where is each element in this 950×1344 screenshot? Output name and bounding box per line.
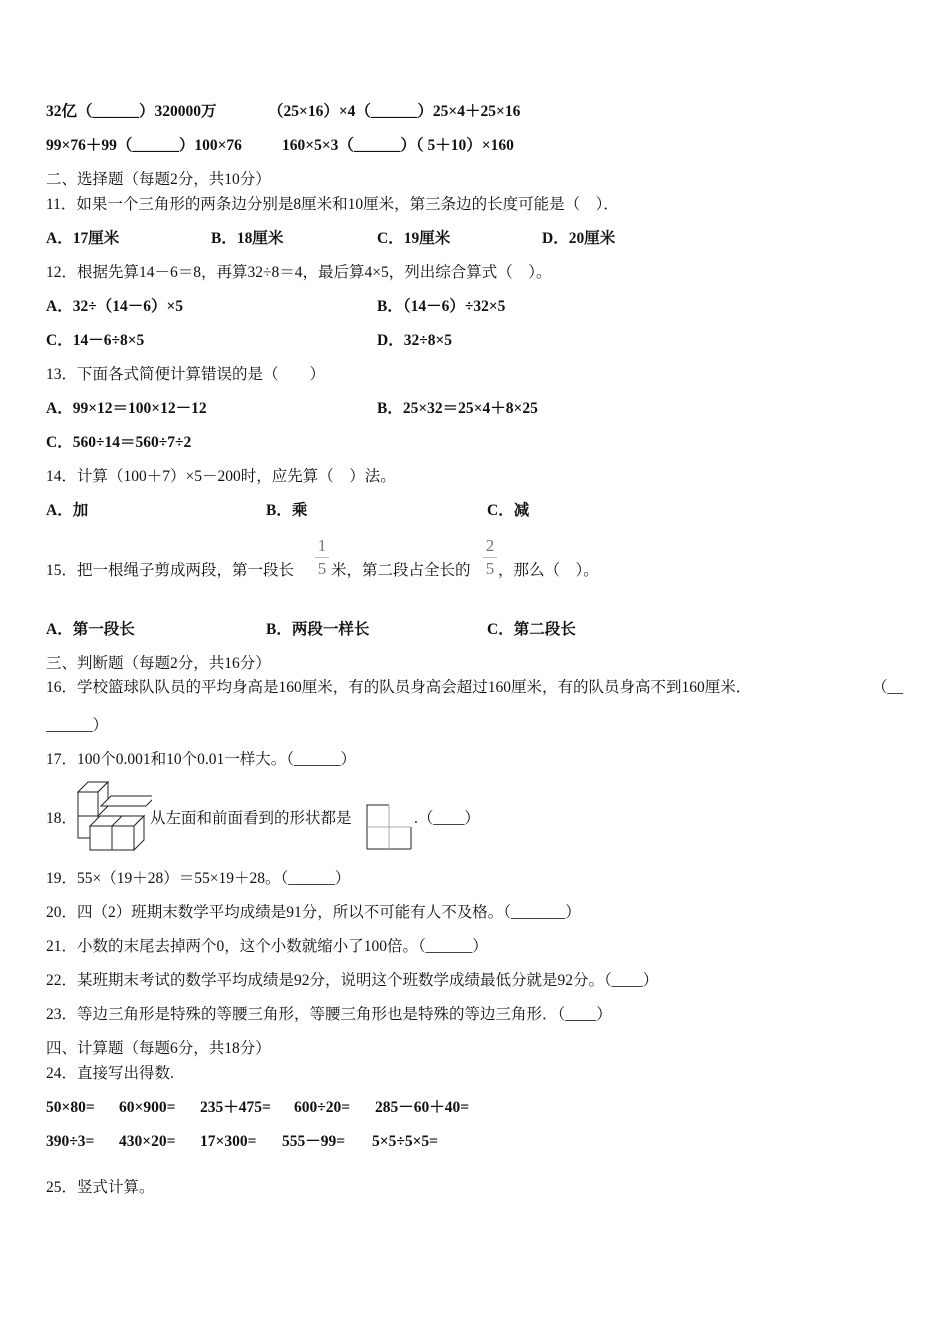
question-14: 14．计算（100＋7）×5－200时，应先算（ ）法。 bbox=[46, 468, 396, 485]
question-22: 22．某班期末考试的数学平均成绩是92分，说明这个班数学成绩最低分就是92分。（____） bbox=[46, 972, 659, 989]
question-20: 20．四（2）班期末数学平均成绩是91分，所以不可能有人不及格。（_______） bbox=[46, 904, 581, 921]
view-shape-figure bbox=[366, 804, 414, 850]
q12-option-a: A．32÷（14－6）×5 bbox=[46, 298, 184, 315]
q11-option-c: C．19厘米 bbox=[377, 230, 451, 247]
section-2-title: 二、选择题（每题2分，共10分） bbox=[46, 171, 271, 188]
q12-option-c: C．14－6÷8×5 bbox=[46, 332, 145, 349]
question-23: 23．等边三角形是特殊的等腰三角形，等腰三角形也是特殊的等边三角形．（____） bbox=[46, 1006, 612, 1023]
q11-option-b: B．18厘米 bbox=[211, 230, 284, 247]
q14-option-b: B．乘 bbox=[266, 502, 308, 519]
compare-item-3: 99×76＋99（______）100×76 bbox=[46, 137, 242, 154]
fraction-2-5: 2 5 bbox=[483, 536, 497, 579]
question-13: 13．下面各式简便计算错误的是（ ） bbox=[46, 366, 326, 383]
q13-option-b: B．25×32＝25×4＋8×25 bbox=[377, 400, 538, 417]
q14-option-c: C．减 bbox=[487, 502, 530, 519]
question-21: 21．小数的末尾去掉两个0，这个小数就缩小了100倍。（______） bbox=[46, 938, 488, 955]
question-12: 12．根据先算14－6＝8，再算32÷8＝4，最后算4×5，列出综合算式（ ）。 bbox=[46, 264, 552, 281]
q15-option-a: A．第一段长 bbox=[46, 621, 135, 638]
section-3-title: 三、判断题（每题2分，共16分） bbox=[46, 655, 271, 672]
compare-item-1: 32亿（______）320000万 bbox=[46, 103, 217, 120]
q16-blank-end: ______） bbox=[46, 717, 109, 734]
q16-blank-start: （__ bbox=[872, 679, 904, 696]
q13-option-a: A．99×12＝100×12－12 bbox=[46, 400, 207, 417]
q15-option-b: B．两段一样长 bbox=[266, 621, 370, 638]
q12-option-b: B．（14－6）÷32×5 bbox=[377, 298, 506, 315]
compare-item-4: 160×5×3（______）（ 5＋10）×160 bbox=[282, 137, 514, 154]
cube-stack-figure bbox=[76, 780, 152, 852]
compare-item-2: （25×16）×4（______）25×4＋25×16 bbox=[268, 103, 521, 120]
question-25: 25．竖式计算。 bbox=[46, 1179, 155, 1196]
section-4-title: 四、计算题（每题6分，共18分） bbox=[46, 1040, 271, 1057]
question-19: 19．55×（19＋28）＝55×19＋28。（______） bbox=[46, 870, 351, 887]
question-16: 16．学校篮球队队员的平均身高是160厘米，有的队员身高会超过160厘米，有的队员身高不到160厘米． bbox=[46, 679, 752, 696]
q14-option-a: A．加 bbox=[46, 502, 89, 519]
fraction-1-5: 1 5 bbox=[315, 536, 329, 579]
question-11: 11．如果一个三角形的两条边分别是8厘米和10厘米，第三条边的长度可能是（ ）． bbox=[46, 196, 619, 213]
q15-option-c: C．第二段长 bbox=[487, 621, 576, 638]
q12-option-d: D．32÷8×5 bbox=[377, 332, 453, 349]
q13-option-c: C．560÷14＝560÷7÷2 bbox=[46, 434, 192, 451]
q11-option-d: D．20厘米 bbox=[542, 230, 616, 247]
q11-option-a: A．17厘米 bbox=[46, 230, 120, 247]
question-17: 17．100个0.001和10个0.01一样大。（______） bbox=[46, 751, 357, 768]
question-24: 24．直接写出得数. bbox=[46, 1065, 174, 1082]
